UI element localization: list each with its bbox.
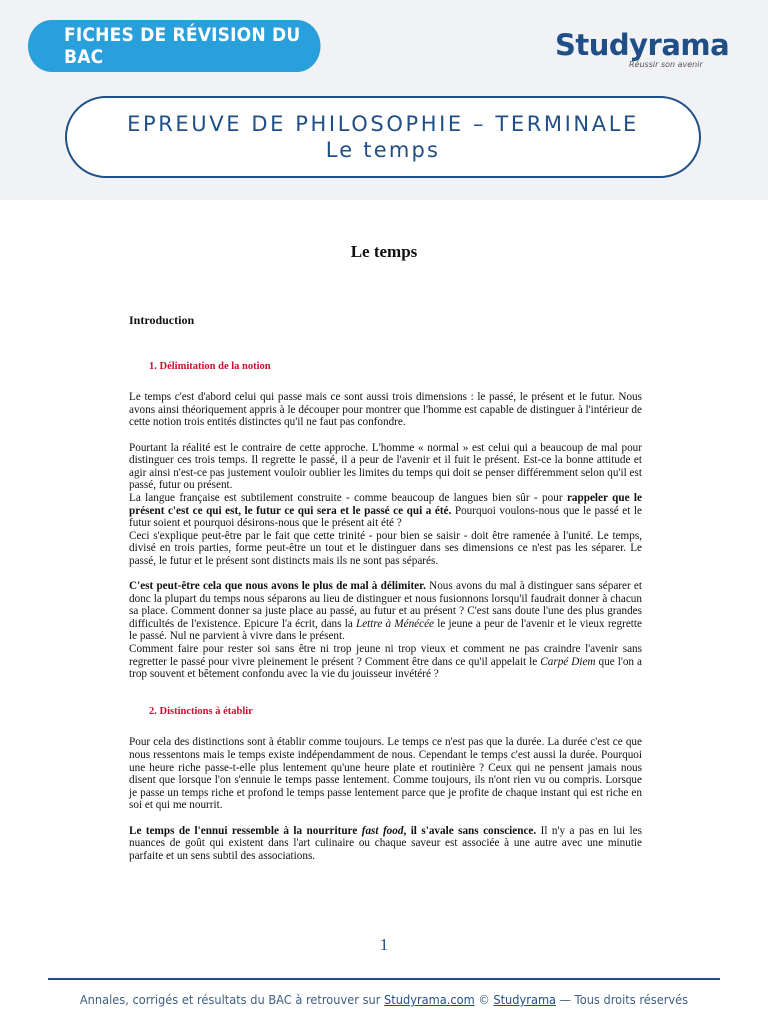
paragraph: Le temps c'est d'abord celui qui passe mais ce sont aussi trois dimensions : le passé, le présent et le futur. Nous avons ainsi théoriquement appris à le découper pour montrer que l'homme est capable de distinguer à l'intérieur de cette notion trois entités distinctes qu'il ne faut pas confondre.	[129, 391, 642, 429]
paragraph: La langue française est subtilement construite - comme beaucoup de langues bien sûr - pour rappeler que le présent c'est ce qui est, le futur ce qui sera et le passé ce qui a été. Pourquoi voulons-nous que le passé et le futur soient et pourquoi désirons-nous que le présent ait été ?	[129, 491, 642, 530]
studyrama-brand-link[interactable]: Studyrama	[493, 993, 557, 1007]
paragraph: Le temps de l'ennui ressemble à la nourriture fast food, il s'avale sans conscience. Il n'y a pas en lui les nuances de goût qui existent dans l'art culinaire ou chaque saveur est associée à une autre avec une minutie parfaite et un sens subtil des associations.	[129, 824, 642, 862]
paragraph: Comment faire pour rester soi sans être ni trop jeune ni trop vieux et comment ne pas craindre l'avenir sans regretter le passé pour vivre pleinement le présent ? Comment être dans ce qu'il appelait le Carpé Diem que l'on a trop souvent et bêtement confondu avec la vie du jouisseur invétéré ?	[129, 643, 643, 681]
section-heading-2: 2. Distinctions à établir	[149, 705, 253, 717]
studyrama-logo[interactable]	[555, 28, 745, 72]
paragraph: Pourtant la réalité est le contraire de cette approche. L'homme « normal » est celui qui a beaucoup de mal pour distinguer ces trois temps. Il regrette le passé, il a peur de l'avenir et il fuit le présent. Est-ce la bonne attitude et agir ainsi n'est-ce pas justement vouloir oublier les limites du temps qui doit se penser différemment selon qu'il est passé, futur ou présent.	[129, 441, 642, 492]
footer-divider	[48, 978, 720, 980]
exam-title-box	[65, 96, 701, 178]
logo-wordmark: Studyrama	[555, 28, 730, 62]
footer: Annales, corrigés et résultats du BAC à retrouver sur Studyrama.com © Studyrama — Tous droits réservés	[79, 993, 689, 1007]
logo-tagline: Réussir son avenir	[629, 60, 703, 69]
paragraph: Ceci s'explique peut-être par le fait que cette trinité - pour bien se saisir - doit être ramenée à l'unité. Le temps, divisé en trois parties, forme peut-être un tout et le distinguer dans ses dimensions ce n'est pas les séparer. Le passé, le futur et le présent sont distincts mais ils ne sont pas séparés.	[129, 529, 642, 567]
document-title: Le temps	[350, 242, 418, 261]
document-body	[129, 314, 642, 862]
intro-heading: Introduction	[129, 313, 195, 327]
studyrama-link[interactable]: Studyrama.com	[384, 993, 475, 1007]
exam-title: EPREUVE DE PHILOSOPHIE – TERMINALE	[127, 112, 639, 136]
paragraph: C'est peut-être cela que nous avons le plus de mal à délimiter. Nous avons du mal à distinguer sans séparer et donc la plupart du temps nous séparons au lieu de distinguer et nous fusionnons lorsqu'il faudrait donner à chacun sa place. Comment donner sa juste place au passé, au futur et au présent ? C'est sans doute l'une des plus grandes difficultés de l'existence. Epicure l'a écrit, dans la Lettre à Ménécée le jeune a peur de l'avenir et le vieux regrette le passé. Nul ne parvient à vivre dans le présent.	[129, 580, 643, 643]
exam-subtitle: Le temps	[325, 138, 441, 162]
section-heading-1: 1. Délimitation de la notion	[149, 360, 271, 372]
fiches-badge: FICHES DE RÉVISION DU BAC	[28, 20, 321, 72]
paragraph: Pour cela des distinctions sont à établir comme toujours. Le temps ce n'est pas que la durée. La durée c'est ce que nous ressentons mais le temps existe indépendamment de nous. Cependant le temps c'est aussi la durée. Pourquoi une heure riche passe-t-elle plus lentement qu'une heure plate et routinière ? Ceux qui ne pensent jamais nous disent que lorsque l'on s'ennuie le temps passe lentement. Comme toujours, ils n'ont rien vu ou compris. Lorsque je passe un temps riche et profond le temps passe lentement parce que je profite de chaque instant qui est riche en soi et qui me nourrit.	[129, 736, 642, 812]
page-number: 1	[379, 935, 389, 954]
